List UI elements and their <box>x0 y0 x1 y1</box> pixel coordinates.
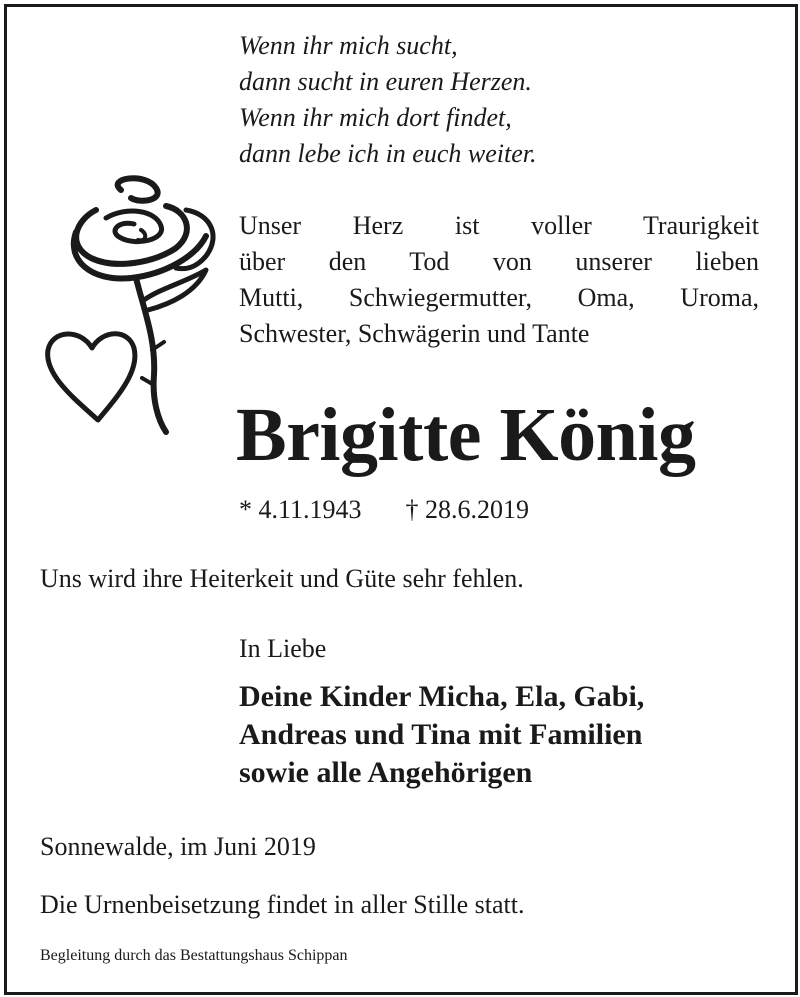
mourners-line: Andreas und Tina mit Familien <box>239 718 643 751</box>
intro-line: Mutti, Schwiegermutter, Oma, Uroma, <box>239 283 759 312</box>
intro-line: Unser Herz ist voller Traurigkeit <box>239 211 759 240</box>
birth-date: * 4.11.1943 <box>239 495 362 524</box>
intro-line: über den Tod von unserer lieben <box>239 247 759 276</box>
farewell-message: Uns wird ihre Heiterkeit und Güte sehr fehlen. <box>40 564 524 593</box>
mourners-line: sowie alle Angehörigen <box>239 756 533 789</box>
rose-heart-icon <box>36 170 236 440</box>
mourners-line: Deine Kinder Micha, Ela, Gabi, <box>239 680 645 713</box>
poem-line: Wenn ihr mich dort findet, <box>239 103 512 132</box>
life-dates <box>239 494 529 526</box>
poem-line: dann sucht in euren Herzen. <box>239 67 532 96</box>
poem-line: dann lebe ich in euch weiter. <box>239 139 537 168</box>
closing-phrase: In Liebe <box>239 634 327 663</box>
deceased-name: Brigitte König <box>236 393 696 477</box>
funeral-home-credit: Begleitung durch das Bestattungshaus Schippan <box>40 947 348 964</box>
intro-line: Schwester, Schwägerin und Tante <box>239 319 590 348</box>
place-date: Sonnewalde, im Juni 2019 <box>40 832 316 861</box>
mourners-signature <box>239 678 644 792</box>
poem <box>239 28 759 172</box>
death-date: † 28.6.2019 <box>405 495 530 524</box>
poem-line: Wenn ihr mich sucht, <box>239 31 458 60</box>
intro-text <box>239 208 759 352</box>
burial-note: Die Urnenbeisetzung findet in aller Stille statt. <box>40 890 525 919</box>
